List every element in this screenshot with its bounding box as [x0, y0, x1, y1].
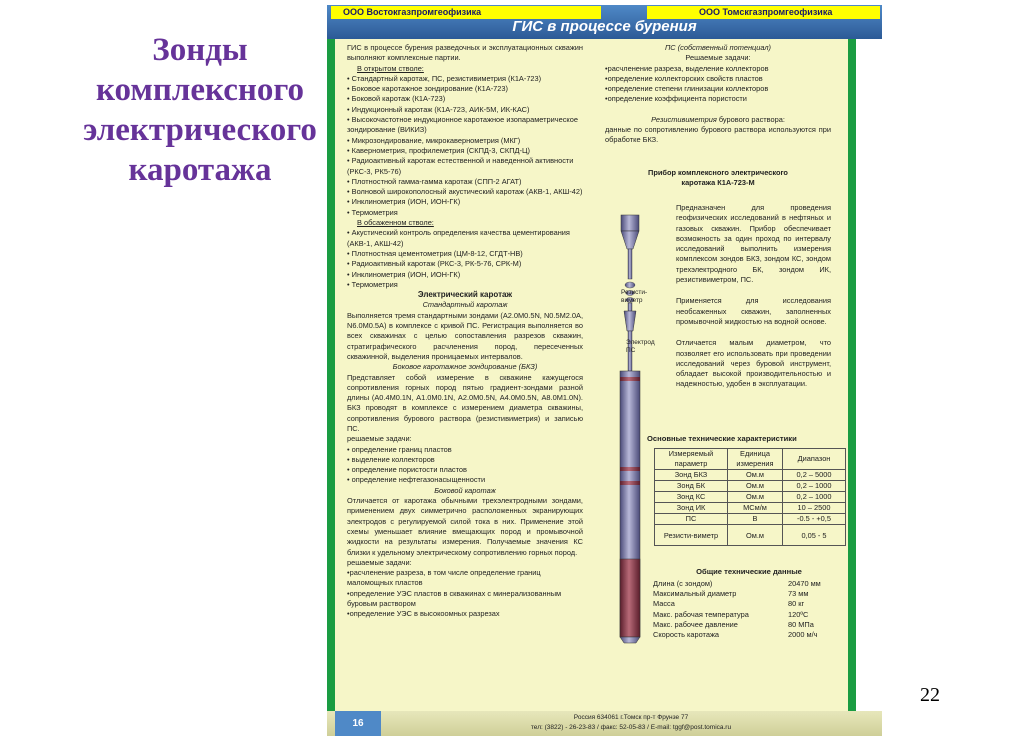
sp-electrode-label: Электрод ПС [626, 339, 655, 354]
general-data-key: Макс. рабочая температура [653, 609, 749, 619]
right-green-stripe [848, 39, 856, 711]
list-item: •расчленение разреза, выделение коллекторов [605, 63, 769, 73]
probe-drawing [602, 185, 658, 645]
list-item: • Стандартный каротаж, ПС, резистивиметрия (К1А-723) [347, 73, 542, 83]
title-line: комплексного [95, 72, 305, 108]
list-item: •определение УЭС пластов в скважинах с минерализованным буровым раствором [347, 588, 562, 609]
list-item: • Термометрия [347, 207, 398, 217]
general-data-key: Скорость каротажа [653, 630, 719, 640]
general-data-title: Общие технические данные [696, 567, 802, 576]
list-item: • Высокочастотное индукционное каротажное изопараметрическое зондирование (ВИКИЗ) [347, 115, 578, 135]
description-features: Отличается малым диаметром, что позволяет его использовать при проведении исследований через буровой инструмент, обладает высокой производительностью и надежностью, удобен в эксплуатации. [676, 338, 831, 389]
general-data-value: 120ºС [788, 609, 809, 619]
table-cell: Ом.м [728, 481, 783, 492]
list-item: • Инклинометрия (ИОН, ИОН-ГК) [347, 269, 461, 279]
list-item: • определение нефтегазонасыщенности [347, 475, 486, 485]
general-data-value: 2000 м/ч [788, 630, 818, 640]
ps-title: ПС (собственный потенциал) [664, 43, 772, 52]
bkz-text: Представляет собой измерение в скважине кажущегося сопротивления горных пород пятью градиент-зондами разной длины (А0.4М0.1N, А1.0М0.1N, А2.0М0.5N, А4.0М0.5N, А8.0М1.0N). БКЗ проводят в комплексе с измерением диаметра скважины, сопротивления бурового раствора (резистивиметрия) и записью ПС. [347, 372, 583, 433]
cased-hole-list [347, 228, 583, 290]
table-cell: Ом.м [728, 525, 783, 546]
slide-title [60, 30, 340, 190]
brochure-page [327, 5, 882, 736]
list-item: • выделение коллекторов [347, 454, 435, 464]
list-item: • Волновой широкополосный акустический каротаж (АКВ-1, АКШ-42) [347, 187, 583, 197]
table-row [655, 514, 846, 525]
table-cell: ПС [655, 514, 728, 525]
section-title: Электрический каротаж [417, 290, 513, 300]
general-data-value: 80 кг [788, 599, 805, 609]
company-left: ООО Востокгазпромгеофизика [331, 6, 601, 19]
general-data-row [653, 610, 821, 620]
description-application: Применяется для исследования необсаженных скважин, заполненных промывочной жидкостью на водной основе. [676, 296, 831, 326]
list-item: • Плотностная цементометрия (ЦМ-8-12, СГДТ-НВ) [347, 248, 523, 258]
standard-text: Выполняется тремя стандартными зондами (А2.0М0.5N, N0.5М2.0А, N6.0М0.5А) в комплексе с кривой ПС. Регистрация выполняется во всех скважинах с целью сопоставления разрезов скважин, стратиграфического расчленения пород, пересеченных скважинной, выделения проницаемых интервалов. [347, 310, 583, 361]
footer-address-block [391, 713, 871, 733]
company-right: ООО Томскгазпромгеофизика [647, 6, 880, 19]
list-item: • Индукционный каротаж (К1А-723, АИК-5М, ИК-КАС) [347, 104, 530, 114]
bkz-tasks-heading: решаемые задачи: [347, 434, 412, 444]
description-purpose: Предназначен для проведения геофизических исследований в нефтяных и газовых скважин. Прибор обеспечивает возможность за один проход по интервалу исследований выполнить измерения комплексом зондов БКЗ, зондом КС, зондом трехэлектродного БК, зондом ИК, резистивиметром, ПС. [676, 203, 831, 285]
table-row [655, 503, 846, 514]
resistivimetry-text: данные по сопротивлению бурового раствора используются при обработке БКЗ. [605, 125, 831, 145]
standard-title: Стандартный каротаж [422, 300, 508, 310]
list-item: •определение степени глинизации коллекторов [605, 84, 769, 94]
table-cell: 0,05 - 5 [783, 525, 846, 546]
list-item: • Радиоактивный каротаж естественной и наведенной активности (РКС-3, РК5-76) [347, 156, 574, 176]
table-cell: Зонд БКЗ [655, 470, 728, 481]
table-row [655, 481, 846, 492]
list-item: • определение пористости пластов [347, 465, 467, 475]
general-data-row [653, 579, 821, 589]
left-column [347, 43, 583, 620]
table-cell: МСм/м [728, 503, 783, 514]
general-data-row [653, 630, 821, 640]
list-item: • Инклинометрия (ИОН, ИОН-ГК) [347, 197, 461, 207]
lateral-tasks-heading: решаемые задачи: [347, 557, 412, 567]
general-data-key: Длина (с зондом) [653, 579, 713, 588]
ps-tasks-heading: Решаемые задачи: [685, 53, 751, 63]
general-data-row [653, 599, 821, 609]
list-item: • Боковой каротаж (К1А-723) [347, 94, 446, 104]
table-header-cell: Измеряемый параметр [655, 449, 728, 470]
list-item: •определение коэффициента пористости [605, 94, 747, 104]
table-cell: Зонд КС [655, 492, 728, 503]
open-hole-list [347, 74, 583, 218]
resistivimetry-title: Резистивиметрия [651, 114, 717, 124]
general-data-row [653, 620, 821, 630]
table-cell: 10 – 2500 [783, 503, 846, 514]
list-item: •определение коллекторских свойств пластов [605, 73, 763, 83]
table-cell: 0,2 – 1000 [783, 481, 846, 492]
list-item: • Плотностной гамма-гамма каротаж (СПП-2 АГАТ) [347, 176, 522, 186]
table-row [655, 492, 846, 503]
table-cell: 0,2 – 5000 [783, 470, 846, 481]
list-item: • Акустический контроль определения качества цементирования (АКВ-1, АКШ-42) [347, 228, 570, 248]
footer-contacts: тел: (3822) - 26-23-83 / факс: 52-05-83 / E-mail: tggf@post.tomica.ru [530, 724, 732, 731]
list-item: •определение УЭС в высокоомных разрезах [347, 609, 500, 619]
list-item: • Кавернометрия, профилеметрия (СКПД-3, СКПД-Ц) [347, 145, 530, 155]
probe-body [620, 371, 640, 643]
cased-hole-heading: В обсаженном стволе: [357, 218, 434, 228]
table-header-cell: Единица измерения [728, 449, 783, 470]
device-title: Прибор комплексного электрического каротажа К1А-723-М [648, 167, 788, 187]
resistivimeter-label: Резисти-виметр [621, 289, 648, 304]
title-line: Зонды [152, 32, 248, 68]
specs-title: Основные технические характеристики [647, 434, 797, 443]
resistivimetry-heading [605, 115, 831, 125]
general-data-list [653, 579, 821, 640]
lateral-title: Боковой каротаж [434, 485, 496, 495]
table-row [655, 470, 846, 481]
footer-bar [327, 711, 882, 736]
list-item: • Боковое каротажное зондирование (К1А-723) [347, 84, 508, 94]
list-item: •расчленение разреза, в том числе определение границ маломощных пластов [347, 568, 541, 588]
specs-table [654, 448, 846, 546]
general-data-key: Масса [653, 599, 675, 609]
footer-address: Россия 634061 г.Томск пр-т Фрунзе 77 [573, 714, 689, 721]
list-item: • Термометрия [347, 279, 398, 289]
general-data-key: Максимальный диаметр [653, 589, 737, 599]
table-cell: Ом.м [728, 470, 783, 481]
table-cell: Зонд БК [655, 481, 728, 492]
general-data-value: 20470 мм [788, 579, 821, 588]
general-data-key: Макс. рабочее давление [653, 619, 738, 629]
table-cell: Ом.м [728, 492, 783, 503]
device-description [676, 203, 831, 401]
left-green-stripe [327, 39, 335, 711]
bkz-title: Боковое каротажное зондирование (БКЗ) [392, 362, 538, 372]
header-bar [327, 5, 882, 39]
table-header-cell: Диапазон [783, 449, 846, 470]
general-data-value: 73 мм [788, 589, 809, 599]
table-cell: 0,2 – 1000 [783, 492, 846, 503]
open-hole-heading: В открытом стволе: [357, 63, 424, 73]
table-row [655, 525, 846, 546]
list-item: • определение границ пластов [347, 444, 452, 454]
title-line: электрического [83, 112, 317, 148]
table-cell: Зонд ИК [655, 503, 728, 514]
intro-text: ГИС в процессе бурения разведочных и эксплуатационных скважин выполняют комплексные партии. [347, 43, 583, 63]
resistivimetry-title-rest: бурового раствора: [716, 114, 785, 124]
lateral-text: Отличается от каротажа обычными трехэлектродными зондами, применением двух симметрично расположенных экранирующих электродов с регулируемой силой тока в них. Применение этой схемы уменьшает влияние вмещающих пород и промывочной жидкости на результаты измерения. Получаемые значения КС близки к удельному электрическому сопротивлению горных пород. [347, 496, 583, 557]
title-line: каротажа [128, 152, 272, 188]
general-data-value: 80 МПа [788, 619, 814, 629]
brochure-page-number: 16 [335, 711, 381, 736]
list-item: • Радиоактивный каротаж (РКС-3, РК-5-76, СРК-М) [347, 259, 522, 269]
table-cell: В [728, 514, 783, 525]
table-header-row [655, 449, 846, 470]
table-cell: Резисти-виметр [655, 525, 728, 546]
header-band-title: ГИС в процессе бурения [512, 18, 697, 35]
right-column [605, 43, 831, 188]
table-cell: -0.5 - +0,5 [783, 514, 846, 525]
list-item: • Микрозондирование, микрокавернометрия (МКГ) [347, 135, 521, 145]
general-data-row [653, 589, 821, 599]
page-number: 22 [920, 684, 940, 706]
